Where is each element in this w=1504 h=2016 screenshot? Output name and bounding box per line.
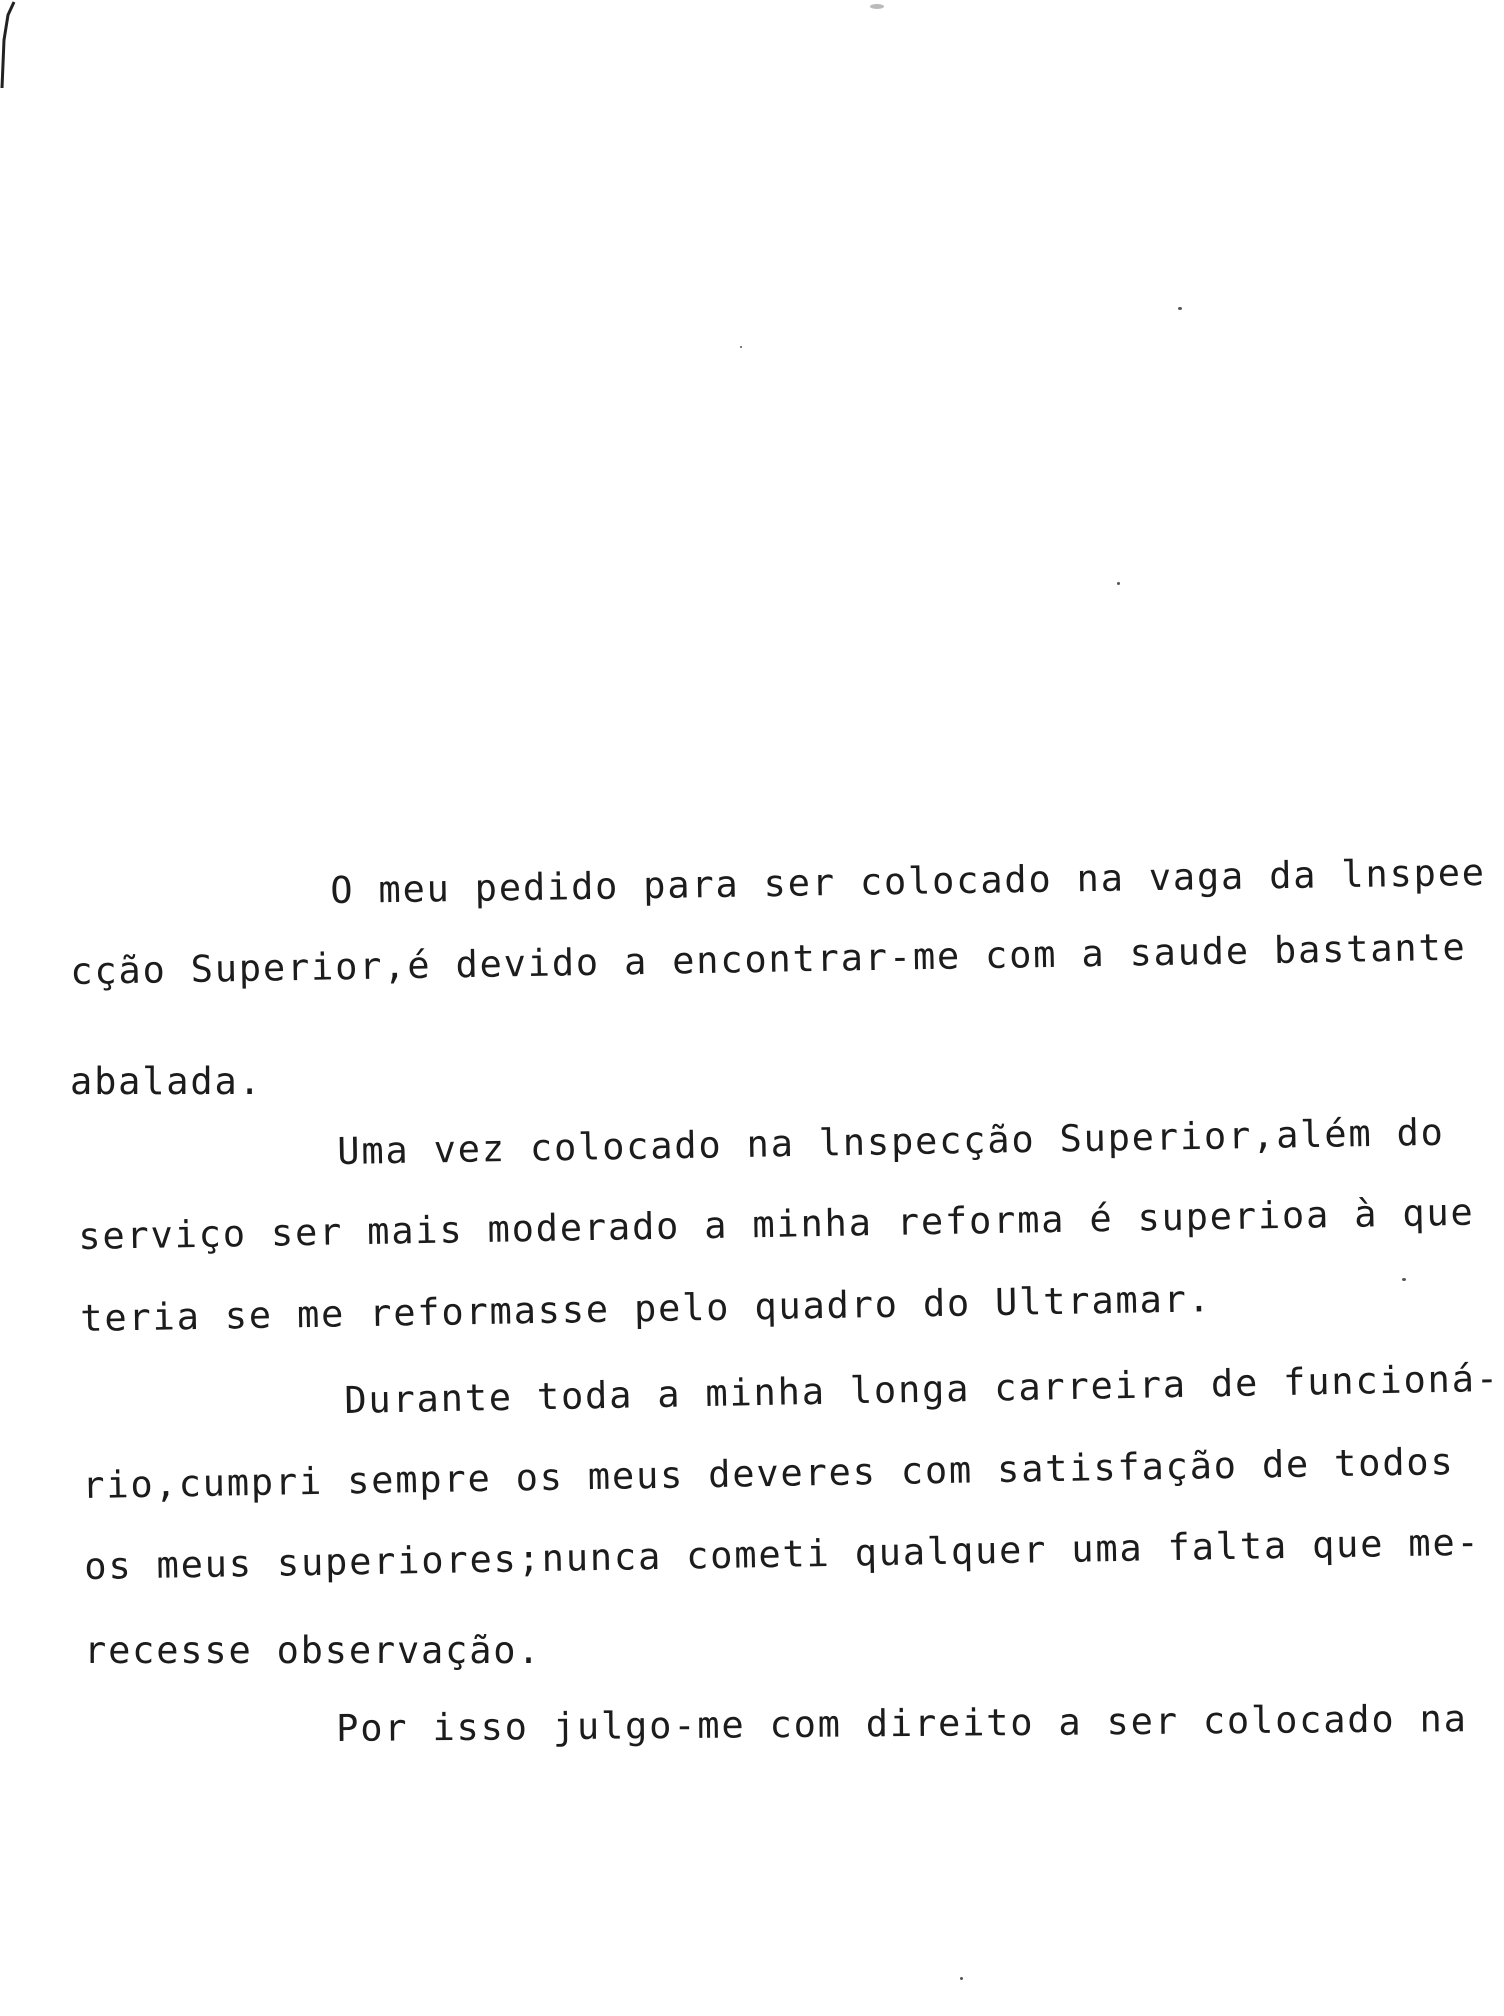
text-line: O meu pedido para ser colocado na vaga da lnspee: [329, 850, 1487, 912]
text-line: Durante toda a minha longa carreira de funcioná-: [343, 1356, 1501, 1422]
text-line: Uma vez colocado na lnspecção Superior,além do: [336, 1110, 1446, 1173]
text-line: rio,cumpri sempre os meus deveres com satisfação de todos: [81, 1440, 1455, 1507]
text-line: abalada.: [70, 1060, 263, 1103]
text-line: recesse observação.: [84, 1629, 542, 1672]
text-line: teria se me reformasse pelo quadro do Ultramar.: [79, 1277, 1213, 1340]
text-line: serviço ser mais moderado a minha reforma é superioa à que: [77, 1190, 1475, 1258]
text-line: Por isso julgo-me com direito a ser colocado na: [335, 1697, 1468, 1750]
text-line: cção Superior,é devido a encontrar-me com a saude bastante: [69, 925, 1467, 993]
text-line: os meus superiores;nunca cometi qualquer uma falta que me-: [83, 1520, 1481, 1588]
